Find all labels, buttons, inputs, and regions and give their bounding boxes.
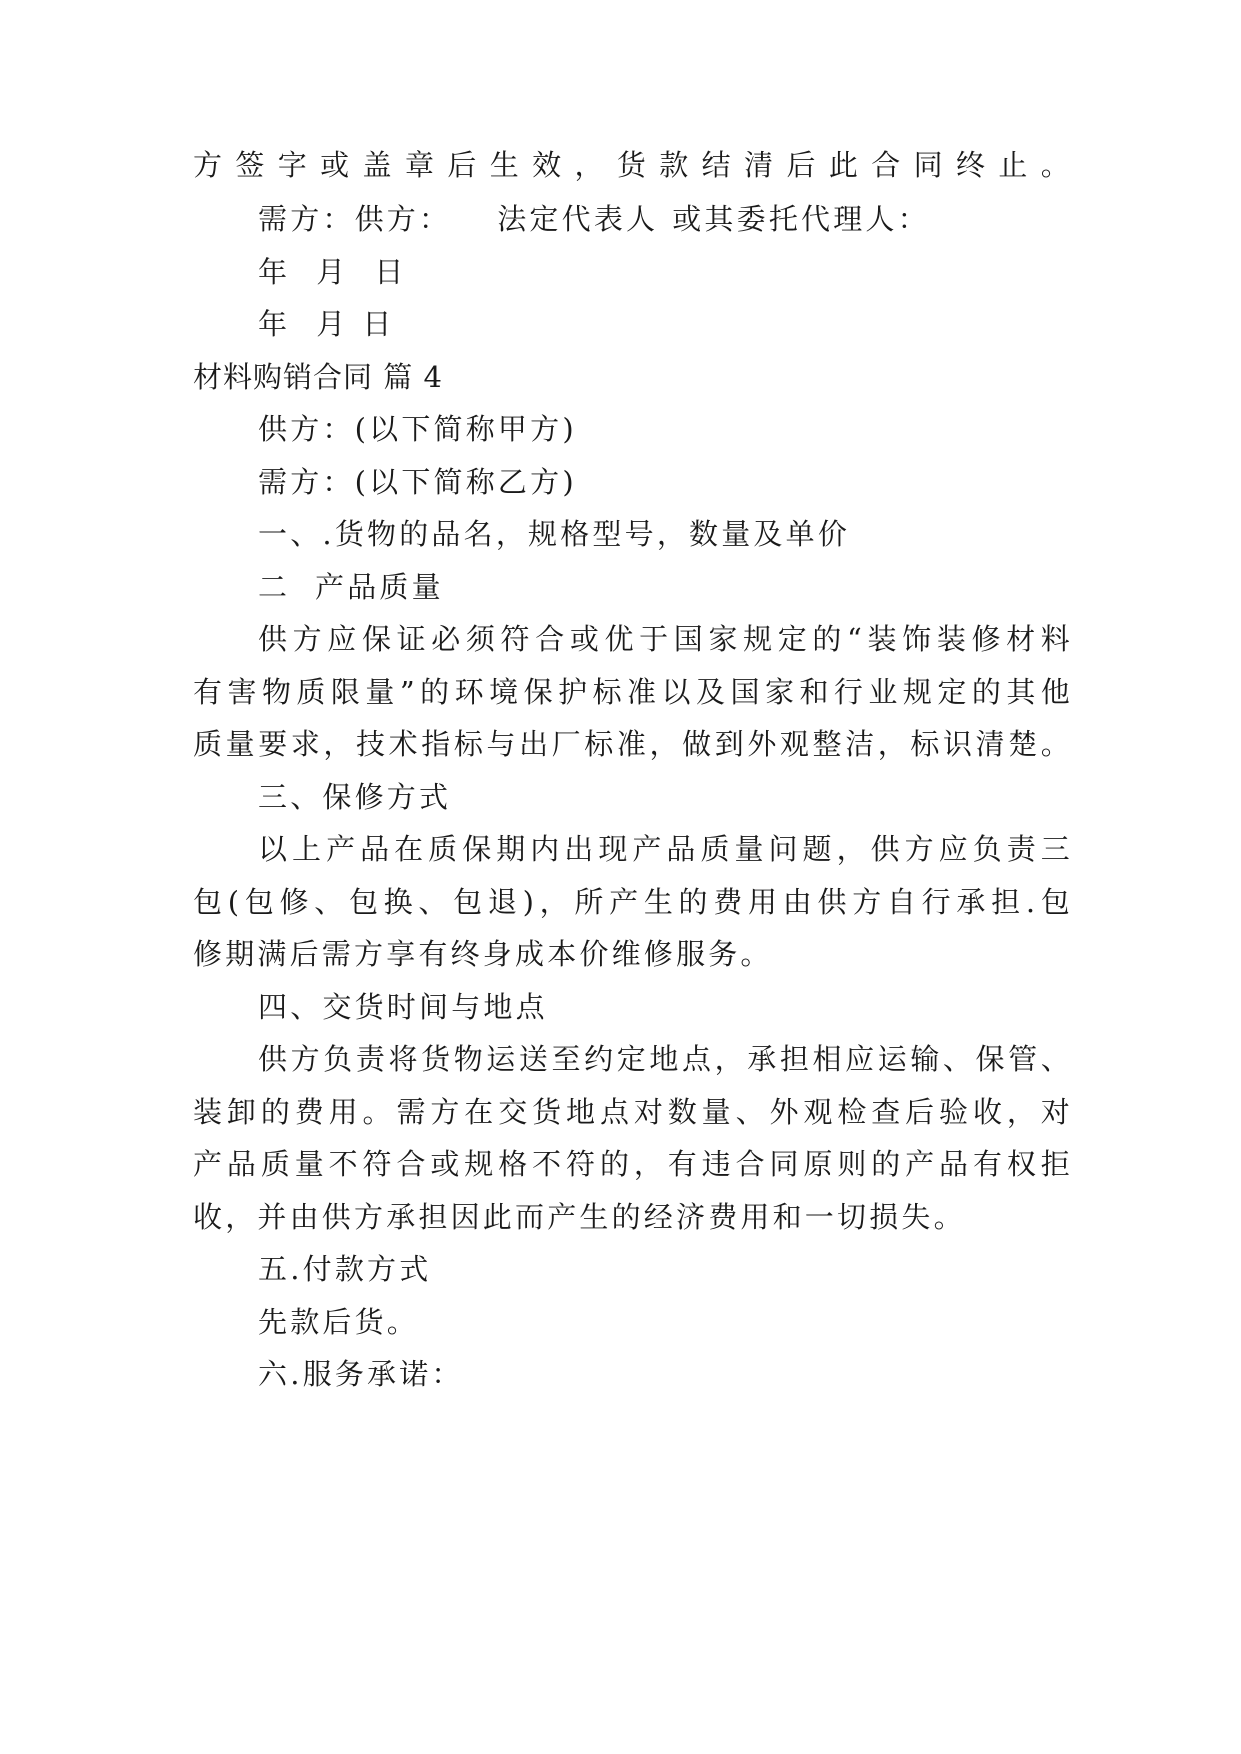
section-title: 材料购销合同 xyxy=(193,360,374,394)
date-year: 年 xyxy=(258,307,291,341)
paragraph-line: 有害物质限量”的环境保护标准以及国家和行业规定的其他 xyxy=(193,675,1073,709)
heading-line: 五.付款方式 xyxy=(258,1252,432,1286)
section-number: 篇 4 xyxy=(383,360,443,394)
paragraph-line: 方签字或盖章后生效，货款结清后此合同终止。 xyxy=(193,148,1073,182)
paragraph-line: 修期满后需方享有终身成本价维修服务。 xyxy=(193,937,773,971)
paragraph-line: 供方：(以下简称甲方) xyxy=(258,412,577,446)
date-month: 月 xyxy=(316,255,349,289)
paragraph-line: 包(包修、包换、包退)，所产生的费用由供方自行承担.包 xyxy=(193,885,1073,919)
signature-line xyxy=(258,199,1073,239)
paragraph-line: 收，并由供方承担因此而产生的经济费用和一切损失。 xyxy=(193,1200,966,1234)
paragraph-line: 需方：(以下简称乙方) xyxy=(258,465,577,499)
paragraph-line: 先款后货。 xyxy=(258,1305,420,1339)
agent-label: 或其委托代理人： xyxy=(672,202,930,236)
date-month: 月 xyxy=(316,307,349,341)
date-day: 日 xyxy=(362,307,395,341)
representative-label: 法定代表人 xyxy=(497,202,659,236)
section-heading xyxy=(193,357,1073,397)
paragraph-line: 装卸的费用。需方在交货地点对数量、外观检查后验收，对 xyxy=(193,1095,1073,1129)
heading-line: 四、交货时间与地点 xyxy=(258,990,548,1024)
paragraph-line: 以上产品在质保期内出现产品质量问题，供方应负责三 xyxy=(258,832,1073,866)
paragraph-line: 供方负责将货物运送至约定地点，承担相应运输、保管、 xyxy=(258,1042,1073,1076)
buyer-label: 需方： xyxy=(258,202,355,236)
heading-line: 六.服务承诺： xyxy=(258,1357,464,1391)
heading-line: 三、保修方式 xyxy=(258,780,452,814)
paragraph-line: 一、.货物的品名，规格型号，数量及单价 xyxy=(258,517,851,551)
paragraph-line: 质量要求，技术指标与出厂标准，做到外观整洁，标识清楚。 xyxy=(193,727,1073,761)
heading-line: 二 产品质量 xyxy=(258,570,444,604)
date-line xyxy=(258,252,1073,292)
date-day: 日 xyxy=(374,255,407,289)
date-line xyxy=(258,304,1073,344)
paragraph-line: 供方应保证必须符合或优于国家规定的“装饰装修材料 xyxy=(258,622,1073,656)
date-year: 年 xyxy=(258,255,291,289)
paragraph-line: 产品质量不符合或规格不符的，有违合同原则的产品有权拒 xyxy=(193,1147,1073,1181)
supplier-label: 供方： xyxy=(354,202,452,236)
